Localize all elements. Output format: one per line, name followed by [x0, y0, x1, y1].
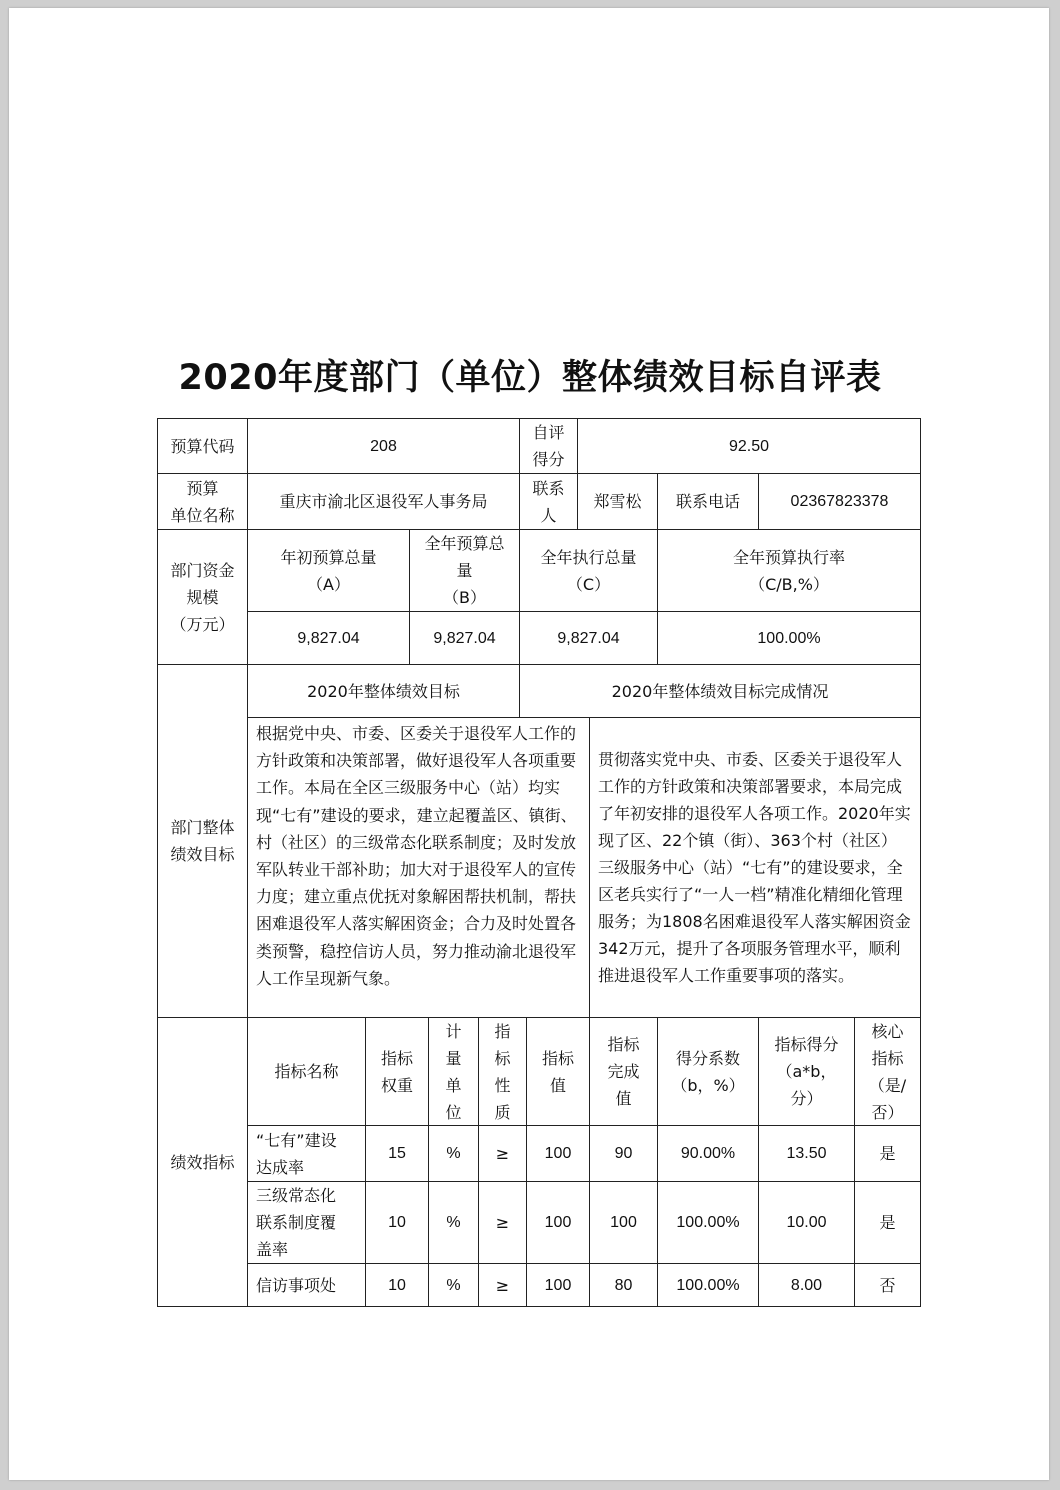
- indicator-row-1-completed: 90: [589, 1125, 658, 1182]
- budget-code-value: 208: [247, 418, 520, 474]
- indicator-row-2-coefficient: 100.00%: [657, 1181, 759, 1264]
- indicator-row-3-nature: ≥: [478, 1263, 527, 1307]
- indicator-row-3-value: 100: [526, 1263, 590, 1307]
- funds-value-executed: 9,827.04: [519, 611, 658, 665]
- self-score-label: 自评 得分: [519, 418, 578, 474]
- indicator-row-2-value: 100: [526, 1181, 590, 1264]
- indicator-row-2-completed: 100: [589, 1181, 658, 1264]
- self-score-value: 92.50: [577, 418, 921, 474]
- indicator-row-2-unit: %: [428, 1181, 479, 1264]
- indicator-row-3-completed: 80: [589, 1263, 658, 1307]
- indicator-row-1-name: “七有”建设 达成率: [247, 1125, 366, 1182]
- indicator-header-completed: 指标 完成 值: [589, 1017, 658, 1126]
- goals-completion-header: 2020年整体绩效目标完成情况: [519, 664, 921, 718]
- indicator-header-coefficient: 得分系数 （b，%）: [657, 1017, 759, 1126]
- indicator-row-1-nature: ≥: [478, 1125, 527, 1182]
- funds-header-initial: 年初预算总量 （A）: [247, 529, 410, 612]
- indicator-row-1-value: 100: [526, 1125, 590, 1182]
- funds-value-rate: 100.00%: [657, 611, 921, 665]
- funds-header-rate: 全年预算执行率 （C/B,%）: [657, 529, 921, 612]
- page-title: 2020年度部门（单位）整体绩效目标自评表: [178, 358, 882, 398]
- goals-completion-text: 贯彻落实党中央、市委、区委关于退役军人工作的方针政策和决策部署要求，本局完成了年初安排的退役军人各项工作。2020年实现了区、22个镇（街）、363个村（社区）三级服务中心（站）“七有”的建设要求，全区老兵实行了“一人一档”精准化精细化管理服务；为1808名困难退役军人落实解困资金342万元，提升了各项服务管理水平，顺利推进退役军人工作重要事项的落实。: [589, 717, 921, 1018]
- indicator-row-1-core: 是: [854, 1125, 921, 1182]
- contact-value: 郑雪松: [577, 473, 658, 530]
- indicators-label: 绩效指标: [157, 1017, 248, 1307]
- phone-value: 02367823378: [758, 473, 921, 530]
- indicator-row-2-score: 10.00: [758, 1181, 855, 1264]
- indicator-row-3-coefficient: 100.00%: [657, 1263, 759, 1307]
- phone-label: 联系电话: [657, 473, 759, 530]
- indicator-row-3-unit: %: [428, 1263, 479, 1307]
- goals-target-header: 2020年整体绩效目标: [247, 664, 520, 718]
- funds-value-annual: 9,827.04: [409, 611, 520, 665]
- indicator-header-name: 指标名称: [247, 1017, 366, 1126]
- goals-label: 部门整体 绩效目标: [157, 664, 248, 1018]
- unit-name-value: 重庆市渝北区退役军人事务局: [247, 473, 520, 530]
- indicator-row-1-weight: 15: [365, 1125, 429, 1182]
- goals-target-text: 根据党中央、市委、区委关于退役军人工作的方针政策和决策部署，做好退役军人各项重要工作。本局在全区三级服务中心（站）均实现“七有”建设的要求，建立起覆盖区、镇街、村（社区）的三级常态化联系制度；及时发放军队转业干部补助；加大对于退役军人的宣传力度；建立重点优抚对象解困帮扶机制，帮扶困难退役军人落实解困资金；合力及时处置各类预警，稳控信访人员，努力推动渝北退役军人工作呈现新气象。: [247, 717, 590, 1018]
- indicator-row-1-score: 13.50: [758, 1125, 855, 1182]
- indicator-row-3-score: 8.00: [758, 1263, 855, 1307]
- indicator-header-unit: 计 量 单 位: [428, 1017, 479, 1126]
- indicator-header-weight: 指标 权重: [365, 1017, 429, 1126]
- funds-header-executed: 全年执行总量 （C）: [519, 529, 658, 612]
- indicator-header-score: 指标得分 （a*b， 分）: [758, 1017, 855, 1126]
- indicator-row-2-core: 是: [854, 1181, 921, 1264]
- indicator-row-3-weight: 10: [365, 1263, 429, 1307]
- funds-label: 部门资金 规模 （万元）: [157, 529, 248, 665]
- indicator-header-core: 核心 指标 （是/ 否）: [854, 1017, 921, 1126]
- indicator-header-value: 指标 值: [526, 1017, 590, 1126]
- indicator-row-2-name: 三级常态化 联系制度覆 盖率: [247, 1181, 366, 1264]
- funds-value-initial: 9,827.04: [247, 611, 410, 665]
- indicator-header-nature: 指 标 性 质: [478, 1017, 527, 1126]
- indicator-row-1-coefficient: 90.00%: [657, 1125, 759, 1182]
- funds-header-annual: 全年预算总 量 （B）: [409, 529, 520, 612]
- contact-label: 联系 人: [519, 473, 578, 530]
- indicator-row-1-unit: %: [428, 1125, 479, 1182]
- budget-code-label: 预算代码: [157, 418, 248, 474]
- indicator-row-2-weight: 10: [365, 1181, 429, 1264]
- indicator-row-2-nature: ≥: [478, 1181, 527, 1264]
- indicator-row-3-core: 否: [854, 1263, 921, 1307]
- unit-name-label: 预算 单位名称: [157, 473, 248, 530]
- indicator-row-3-name: 信访事项处: [247, 1263, 366, 1307]
